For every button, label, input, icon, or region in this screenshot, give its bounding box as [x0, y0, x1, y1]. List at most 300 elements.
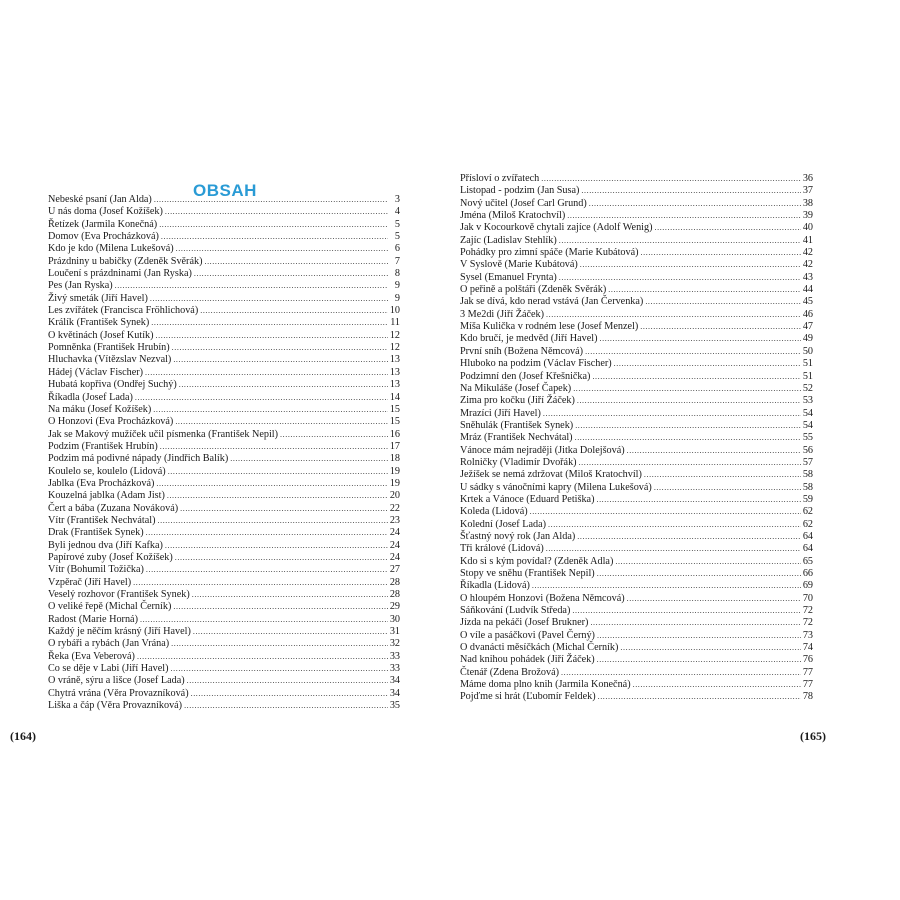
- toc-entry-page: 73: [802, 629, 813, 641]
- toc-entry-title: Ježíšek se nemá zdržovat (Miloš Kratochvíl): [460, 469, 642, 481]
- toc-leader-dots: [158, 515, 388, 527]
- toc-entry-page: 29: [389, 601, 400, 613]
- toc-entry: [460, 593, 813, 605]
- toc-leader-dots: [184, 700, 388, 712]
- toc-entry-page: 51: [802, 358, 813, 370]
- toc-entry-page: 28: [389, 576, 400, 588]
- toc-entry-page: 13: [389, 379, 400, 391]
- toc-entry: [48, 243, 400, 255]
- toc-entry: [48, 231, 400, 243]
- toc-entry: [48, 651, 400, 663]
- toc-entry-page: 70: [802, 592, 813, 604]
- toc-entry-page: 24: [389, 551, 400, 563]
- toc-entry-page: 5: [394, 218, 400, 230]
- toc-entry-page: 30: [389, 613, 400, 625]
- toc-entry: [48, 317, 400, 329]
- toc-entry: [460, 580, 813, 592]
- toc-entry-page: 24: [389, 527, 400, 539]
- toc-leader-dots: [140, 614, 388, 626]
- toc-leader-dots: [530, 506, 801, 518]
- toc-entry: [48, 379, 400, 391]
- toc-entry-page: 69: [802, 580, 813, 592]
- toc-entry: [48, 675, 400, 687]
- toc-leader-dots: [590, 617, 800, 629]
- toc-entry-page: 42: [802, 259, 813, 271]
- toc-entry: [460, 333, 813, 345]
- toc-entry-page: 41: [802, 234, 813, 246]
- toc-entry-title: Podzim (František Hrubín): [48, 440, 158, 452]
- toc-entry-page: 14: [389, 391, 400, 403]
- toc-leader-dots: [559, 272, 801, 284]
- toc-leader-dots: [165, 540, 388, 552]
- toc-leader-dots: [573, 383, 801, 395]
- toc-entry-title: O víle a pasáčkovi (Pavel Černý): [460, 629, 595, 641]
- toc-entry: [460, 506, 813, 518]
- toc-leader-dots: [633, 679, 801, 691]
- toc-leader-dots: [572, 605, 800, 617]
- toc-entry: [48, 441, 400, 453]
- toc-entry-page: 57: [802, 456, 813, 468]
- toc-entry-page: 18: [389, 453, 400, 465]
- toc-entry: [48, 194, 400, 206]
- toc-leader-dots: [577, 395, 801, 407]
- toc-entry-page: 54: [802, 419, 813, 431]
- toc-entry: [460, 679, 813, 691]
- toc-leader-dots: [179, 379, 388, 391]
- toc-leader-dots: [167, 490, 388, 502]
- toc-entry: [48, 219, 400, 231]
- toc-leader-dots: [173, 354, 387, 366]
- toc-leader-dots: [579, 457, 801, 469]
- toc-entry: [48, 663, 400, 675]
- toc-entry-title: Stopy ve sněhu (František Nepil): [460, 568, 595, 579]
- toc-entry-page: 8: [394, 268, 400, 280]
- toc-entry: [460, 346, 813, 358]
- toc-entry: [48, 564, 400, 576]
- toc-entry-title: Jak se Makový mužíček učil písmenka (František Nepil): [48, 428, 279, 440]
- toc-leader-dots: [581, 185, 800, 197]
- toc-leader-dots: [280, 429, 388, 441]
- toc-entry: [48, 638, 400, 650]
- toc-entry-title: Jména (Miloš Kratochvíl): [460, 210, 566, 222]
- toc-leader-dots: [640, 321, 801, 333]
- toc-leader-dots: [644, 469, 801, 481]
- toc-leader-dots: [597, 630, 801, 642]
- toc-entry: [48, 305, 400, 317]
- toc-entry: [460, 371, 813, 383]
- toc-entry-title: Vzpěrač (Jiří Havel): [48, 576, 132, 588]
- toc-entry-title: Mrazíci (Jiří Havel): [460, 407, 541, 419]
- toc-leader-dots: [159, 219, 388, 231]
- toc-entry-title: Hádej (Václav Fischer): [48, 366, 144, 378]
- toc-entry: [460, 667, 813, 679]
- toc-entry-page: 66: [802, 568, 813, 579]
- toc-entry: [460, 198, 813, 210]
- toc-leader-dots: [176, 243, 388, 255]
- toc-entry: [460, 654, 813, 666]
- toc-leader-dots: [627, 445, 801, 457]
- toc-entry-page: 53: [802, 395, 813, 407]
- toc-entry: [48, 700, 400, 712]
- toc-entry-title: Rolničky (Vladimír Dvořák): [460, 456, 577, 468]
- toc-entry: [460, 531, 813, 543]
- toc-entry: [460, 494, 813, 506]
- toc-leader-dots: [160, 441, 388, 453]
- toc-entry-title: Pes (Jan Ryska): [48, 280, 113, 292]
- toc-leader-dots: [575, 420, 801, 432]
- toc-entry: [460, 482, 813, 494]
- toc-entry-page: 19: [389, 477, 400, 489]
- toc-leader-dots: [580, 259, 801, 271]
- toc-leader-dots: [187, 675, 388, 687]
- toc-leader-dots: [171, 638, 388, 650]
- toc-entry-page: 38: [802, 197, 813, 209]
- toc-entry: [48, 280, 400, 292]
- toc-entry-title: Liška a čáp (Věra Provazníková): [48, 700, 183, 712]
- toc-leader-dots: [597, 568, 801, 580]
- toc-entry-title: Kolední (Josef Lada): [460, 518, 546, 530]
- toc-entry: [48, 293, 400, 305]
- toc-entry-page: 37: [802, 185, 813, 197]
- toc-entry-title: Tři králové (Lidová): [460, 543, 544, 555]
- toc-entry-page: 58: [802, 469, 813, 481]
- toc-entry-page: 24: [389, 539, 400, 551]
- toc-entry-title: Nebeské psaní (Jan Alda): [48, 194, 152, 205]
- toc-leader-dots: [654, 482, 801, 494]
- toc-entry-title: Nad knihou pohádek (Jiří Žáček): [460, 654, 595, 666]
- toc-entry-title: Na máku (Josef Kožíšek): [48, 403, 152, 415]
- toc-entry-page: 17: [389, 440, 400, 452]
- toc-entry-title: Řetízek (Jarmila Konečná): [48, 218, 158, 230]
- toc-entry-page: 43: [802, 271, 813, 283]
- toc-entry-page: 4: [394, 206, 400, 218]
- toc-leader-dots: [156, 478, 387, 490]
- toc-entry: [460, 556, 813, 568]
- toc-entry-title: 3 Me2di (Jiří Žáček): [460, 308, 545, 320]
- toc-leader-dots: [532, 580, 801, 592]
- toc-leader-dots: [204, 256, 388, 268]
- toc-entry-page: 9: [394, 280, 400, 292]
- toc-leader-dots: [154, 194, 388, 206]
- toc-entry-title: Hluboko na podzim (Václav Fischer): [460, 358, 612, 370]
- toc-entry-page: 76: [802, 654, 813, 666]
- toc-entry: [48, 601, 400, 613]
- toc-leader-dots: [146, 564, 388, 576]
- toc-entry-page: 28: [389, 589, 400, 600]
- toc-entry-title: Na Mikuláše (Josef Čapek): [460, 382, 572, 394]
- toc-leader-dots: [156, 330, 388, 342]
- toc-entry-page: 72: [802, 617, 813, 629]
- toc-entry-title: Loučení s prázdninami (Jan Ryska): [48, 268, 192, 280]
- toc-entry-page: 36: [802, 173, 813, 184]
- toc-leader-dots: [153, 404, 388, 416]
- toc-entry: [460, 321, 813, 333]
- toc-entry-title: Krtek a Vánoce (Eduard Petiška): [460, 493, 595, 505]
- toc-entry-title: Vítr (František Nechvátal): [48, 514, 156, 526]
- toc-entry-title: Veselý rozhovor (František Synek): [48, 589, 190, 600]
- toc-entry-page: 51: [802, 370, 813, 382]
- toc-entry-page: 15: [389, 416, 400, 428]
- toc-entry-page: 45: [802, 296, 813, 308]
- toc-entry-title: Říkadla (Lidová): [460, 580, 530, 592]
- toc-entry-title: Pojďme si hrát (Ľubomír Feldek): [460, 691, 596, 703]
- toc-leader-dots: [620, 642, 800, 654]
- toc-entry: [460, 358, 813, 370]
- toc-leader-dots: [137, 651, 388, 663]
- toc-entry-page: 3: [394, 194, 400, 205]
- toc-entry-page: 15: [389, 403, 400, 415]
- toc-entry-page: 55: [802, 432, 813, 444]
- toc-entry-page: 78: [802, 691, 813, 703]
- toc-entry-title: O vráně, sýru a lišce (Josef Lada): [48, 675, 185, 687]
- toc-entry-title: Sněhulák (František Synek): [460, 419, 574, 431]
- toc-entry-page: 62: [802, 518, 813, 530]
- toc-entry-title: Listopad - podzim (Jan Susa): [460, 185, 580, 197]
- toc-entry-page: 13: [389, 366, 400, 378]
- toc-entry-title: Hubatá kopřiva (Ondřej Suchý): [48, 379, 177, 391]
- toc-entry: [48, 589, 400, 601]
- toc-entry-title: Zima pro kočku (Jiří Žáček): [460, 395, 575, 407]
- toc-entry-title: Kdo si s kým povídal? (Zdeněk Adla): [460, 555, 614, 567]
- toc-entry-title: Vítr (Bohumil Tožička): [48, 564, 144, 576]
- toc-leader-dots: [172, 342, 388, 354]
- toc-leader-dots: [175, 416, 387, 428]
- toc-entry: [460, 185, 813, 197]
- toc-entry: [460, 469, 813, 481]
- toc-entry: [48, 256, 400, 268]
- toc-entry: [460, 630, 813, 642]
- toc-entry-page: 62: [802, 506, 813, 518]
- toc-entry: [460, 272, 813, 284]
- toc-entry: [460, 259, 813, 271]
- toc-leader-dots: [567, 210, 801, 222]
- toc-entry-page: 32: [389, 638, 400, 650]
- toc-leader-dots: [193, 626, 388, 638]
- toc-entry-page: 16: [389, 428, 400, 440]
- toc-leader-dots: [146, 527, 388, 539]
- toc-entry-title: O dvanácti měsíčkách (Michal Černík): [460, 642, 619, 654]
- toc-entry-page: 20: [389, 490, 400, 502]
- toc-entry-title: Byli jednou dva (Jiří Kafka): [48, 539, 163, 551]
- toc-entry-title: Pohádky pro zimní spáče (Marie Kubátová): [460, 247, 639, 259]
- toc-entry-title: Hluchavka (Vítězslav Nezval): [48, 354, 172, 366]
- toc-leader-dots: [608, 284, 801, 296]
- toc-leader-dots: [641, 247, 801, 259]
- toc-entry: [48, 466, 400, 478]
- toc-entry-page: 13: [389, 354, 400, 366]
- toc-leader-dots: [546, 543, 801, 555]
- toc-leader-dots: [615, 556, 800, 568]
- toc-entry: [460, 235, 813, 247]
- toc-entry-title: Prázdniny u babičky (Zdeněk Svěrák): [48, 255, 203, 267]
- toc-entry-title: O hloupém Honzovi (Božena Němcová): [460, 592, 625, 604]
- toc-entry-page: 49: [802, 333, 813, 345]
- toc-entry: [460, 605, 813, 617]
- toc-entry-page: 33: [389, 663, 400, 675]
- toc-entry: [48, 688, 400, 700]
- toc-entry-title: Jablka (Eva Procházková): [48, 477, 155, 489]
- toc-entry: [48, 342, 400, 354]
- toc-entry-title: Radost (Marie Horná): [48, 613, 138, 625]
- toc-entry: [460, 691, 813, 703]
- toc-entry-title: Co se děje v Labi (Jiří Havel): [48, 663, 169, 675]
- toc-entry: [48, 490, 400, 502]
- toc-entry-title: Podzim má podivné nápady (Jindřich Balík): [48, 453, 229, 465]
- toc-entry-page: 64: [802, 543, 813, 555]
- toc-entry: [460, 284, 813, 296]
- toc-leader-dots: [150, 293, 388, 305]
- toc-entry-title: Zajíc (Ladislav Stehlík): [460, 234, 557, 246]
- toc-entry-page: 11: [390, 317, 400, 329]
- toc-entry-page: 19: [389, 465, 400, 477]
- toc-leader-dots: [655, 222, 801, 234]
- toc-leader-dots: [180, 503, 388, 515]
- toc-entry-title: Čert a bába (Zuzana Nováková): [48, 502, 179, 514]
- toc-entry-page: 12: [389, 329, 400, 341]
- toc-entry: [460, 642, 813, 654]
- toc-leader-dots: [175, 552, 388, 564]
- toc-entry-title: O Honzovi (Eva Procházková): [48, 416, 174, 428]
- toc-entry-page: 54: [802, 407, 813, 419]
- toc-entry-title: O květinách (Josef Kutík): [48, 329, 154, 341]
- toc-entry: [48, 206, 400, 218]
- toc-leader-dots: [191, 688, 388, 700]
- toc-entry-page: 52: [802, 382, 813, 394]
- toc-entry-page: 27: [389, 564, 400, 576]
- toc-entry-title: Říkadla (Josef Lada): [48, 391, 133, 403]
- toc-entry-title: Živý smeták (Jiří Havel): [48, 292, 148, 304]
- toc-entry: [460, 543, 813, 555]
- toc-entry-title: První sníh (Božena Němcová): [460, 345, 584, 357]
- toc-entry-title: U sádky s vánočními kapry (Milena Lukešová): [460, 481, 652, 493]
- toc-entry-title: Pomněnka (František Hrubín): [48, 342, 170, 354]
- toc-leader-dots: [600, 333, 801, 345]
- toc-leader-dots: [194, 268, 388, 280]
- toc-entry-page: 33: [389, 650, 400, 662]
- toc-leader-dots: [546, 309, 801, 321]
- toc-entry: [460, 519, 813, 531]
- toc-leader-dots: [151, 317, 388, 329]
- toc-entry-page: 50: [802, 345, 813, 357]
- page-number-right: (165): [800, 729, 826, 743]
- toc-entry: [48, 268, 400, 280]
- toc-leader-dots: [168, 466, 388, 478]
- toc-entry: [48, 614, 400, 626]
- toc-entry: [48, 527, 400, 539]
- toc-entry: [460, 408, 813, 420]
- toc-entry-title: Jízda na pekáči (Josef Brukner): [460, 617, 589, 629]
- toc-entry: [48, 577, 400, 589]
- toc-leader-dots: [145, 367, 388, 379]
- toc-leader-dots: [541, 173, 801, 185]
- toc-leader-dots: [133, 577, 388, 589]
- toc-entry-title: Každý je něčím krásný (Jiří Havel): [48, 626, 191, 638]
- toc-entry: [460, 296, 813, 308]
- toc-entry: [460, 222, 813, 234]
- toc-entry-page: 46: [802, 308, 813, 320]
- toc-leader-dots: [173, 601, 387, 613]
- toc-entry-page: 47: [802, 321, 813, 333]
- toc-entry-title: Kdo bručí, je medvěd (Jiří Havel): [460, 333, 598, 345]
- toc-entry-page: 39: [802, 210, 813, 222]
- toc-entry-title: O rybáři a rybách (Jan Vrána): [48, 638, 170, 650]
- toc-entry-page: 65: [802, 555, 813, 567]
- toc-leader-dots: [561, 667, 801, 679]
- toc-entry-title: Sáňkování (Ludvík Středa): [460, 605, 571, 617]
- toc-entry: [48, 626, 400, 638]
- toc-leader-dots: [200, 305, 388, 317]
- toc-entry: [48, 478, 400, 490]
- toc-entry-page: 34: [389, 687, 400, 699]
- toc-leader-dots: [645, 296, 801, 308]
- toc-leader-dots: [589, 198, 801, 210]
- toc-entry: [48, 367, 400, 379]
- toc-leader-dots: [585, 346, 801, 358]
- toc-entry: [460, 420, 813, 432]
- toc-entry-title: Řeka (Eva Veberová): [48, 650, 135, 662]
- toc-entry: [460, 395, 813, 407]
- toc-entry: [48, 540, 400, 552]
- toc-entry-page: 10: [389, 305, 400, 317]
- toc-entry-title: Kouzelná jablka (Adam Jist): [48, 490, 165, 502]
- toc-entry-page: 64: [802, 530, 813, 542]
- toc-leader-dots: [192, 589, 388, 601]
- toc-entry-title: Sysel (Emanuel Frynta): [460, 271, 557, 283]
- toc-entry-title: U nás doma (Josef Kožíšek): [48, 206, 163, 218]
- toc-entry-page: 72: [802, 605, 813, 617]
- page-title: OBSAH: [193, 181, 257, 201]
- toc-entry: [460, 445, 813, 457]
- toc-entry-title: Jak se dívá, kdo nerad vstává (Jan Červenka): [460, 296, 644, 308]
- toc-entry-title: Koulelo se, koulelo (Lidová): [48, 465, 166, 477]
- toc-entry-page: 42: [802, 247, 813, 259]
- toc-entry: [460, 383, 813, 395]
- toc-entry-title: Jak v Kocourkově chytali zajíce (Adolf Wenig): [460, 222, 653, 234]
- toc-entry-page: 9: [394, 292, 400, 304]
- toc-leader-dots: [548, 519, 801, 531]
- toc-leader-dots: [592, 371, 800, 383]
- toc-entry-page: 12: [389, 342, 400, 354]
- toc-entry-title: Papírové zuby (Josef Kožíšek): [48, 551, 173, 563]
- toc-leader-dots: [598, 691, 801, 703]
- toc-entry: [48, 416, 400, 428]
- toc-leader-dots: [115, 280, 388, 292]
- toc-entry-page: 22: [389, 502, 400, 514]
- toc-entry-page: 59: [802, 493, 813, 505]
- toc-entry-page: 74: [802, 642, 813, 654]
- toc-leader-dots: [543, 408, 801, 420]
- toc-entry: [48, 515, 400, 527]
- toc-entry-title: Nový učitel (Josef Carl Grund): [460, 197, 587, 209]
- toc-entry-page: 35: [389, 700, 400, 712]
- toc-leader-dots: [614, 358, 801, 370]
- toc-entry-page: 58: [802, 481, 813, 493]
- toc-left-column: [48, 194, 400, 712]
- toc-leader-dots: [161, 231, 388, 243]
- toc-entry-page: 6: [394, 243, 400, 255]
- toc-entry-page: 77: [802, 666, 813, 678]
- toc-entry-title: Mráz (František Nechvátal): [460, 432, 573, 444]
- toc-leader-dots: [577, 531, 801, 543]
- toc-entry: [48, 392, 400, 404]
- toc-entry: [460, 309, 813, 321]
- toc-entry: [460, 457, 813, 469]
- toc-leader-dots: [575, 432, 801, 444]
- toc-entry: [48, 404, 400, 416]
- toc-entry-title: Máme doma plno knih (Jarmila Konečná): [460, 679, 631, 691]
- toc-entry-page: 7: [394, 255, 400, 267]
- toc-leader-dots: [597, 654, 801, 666]
